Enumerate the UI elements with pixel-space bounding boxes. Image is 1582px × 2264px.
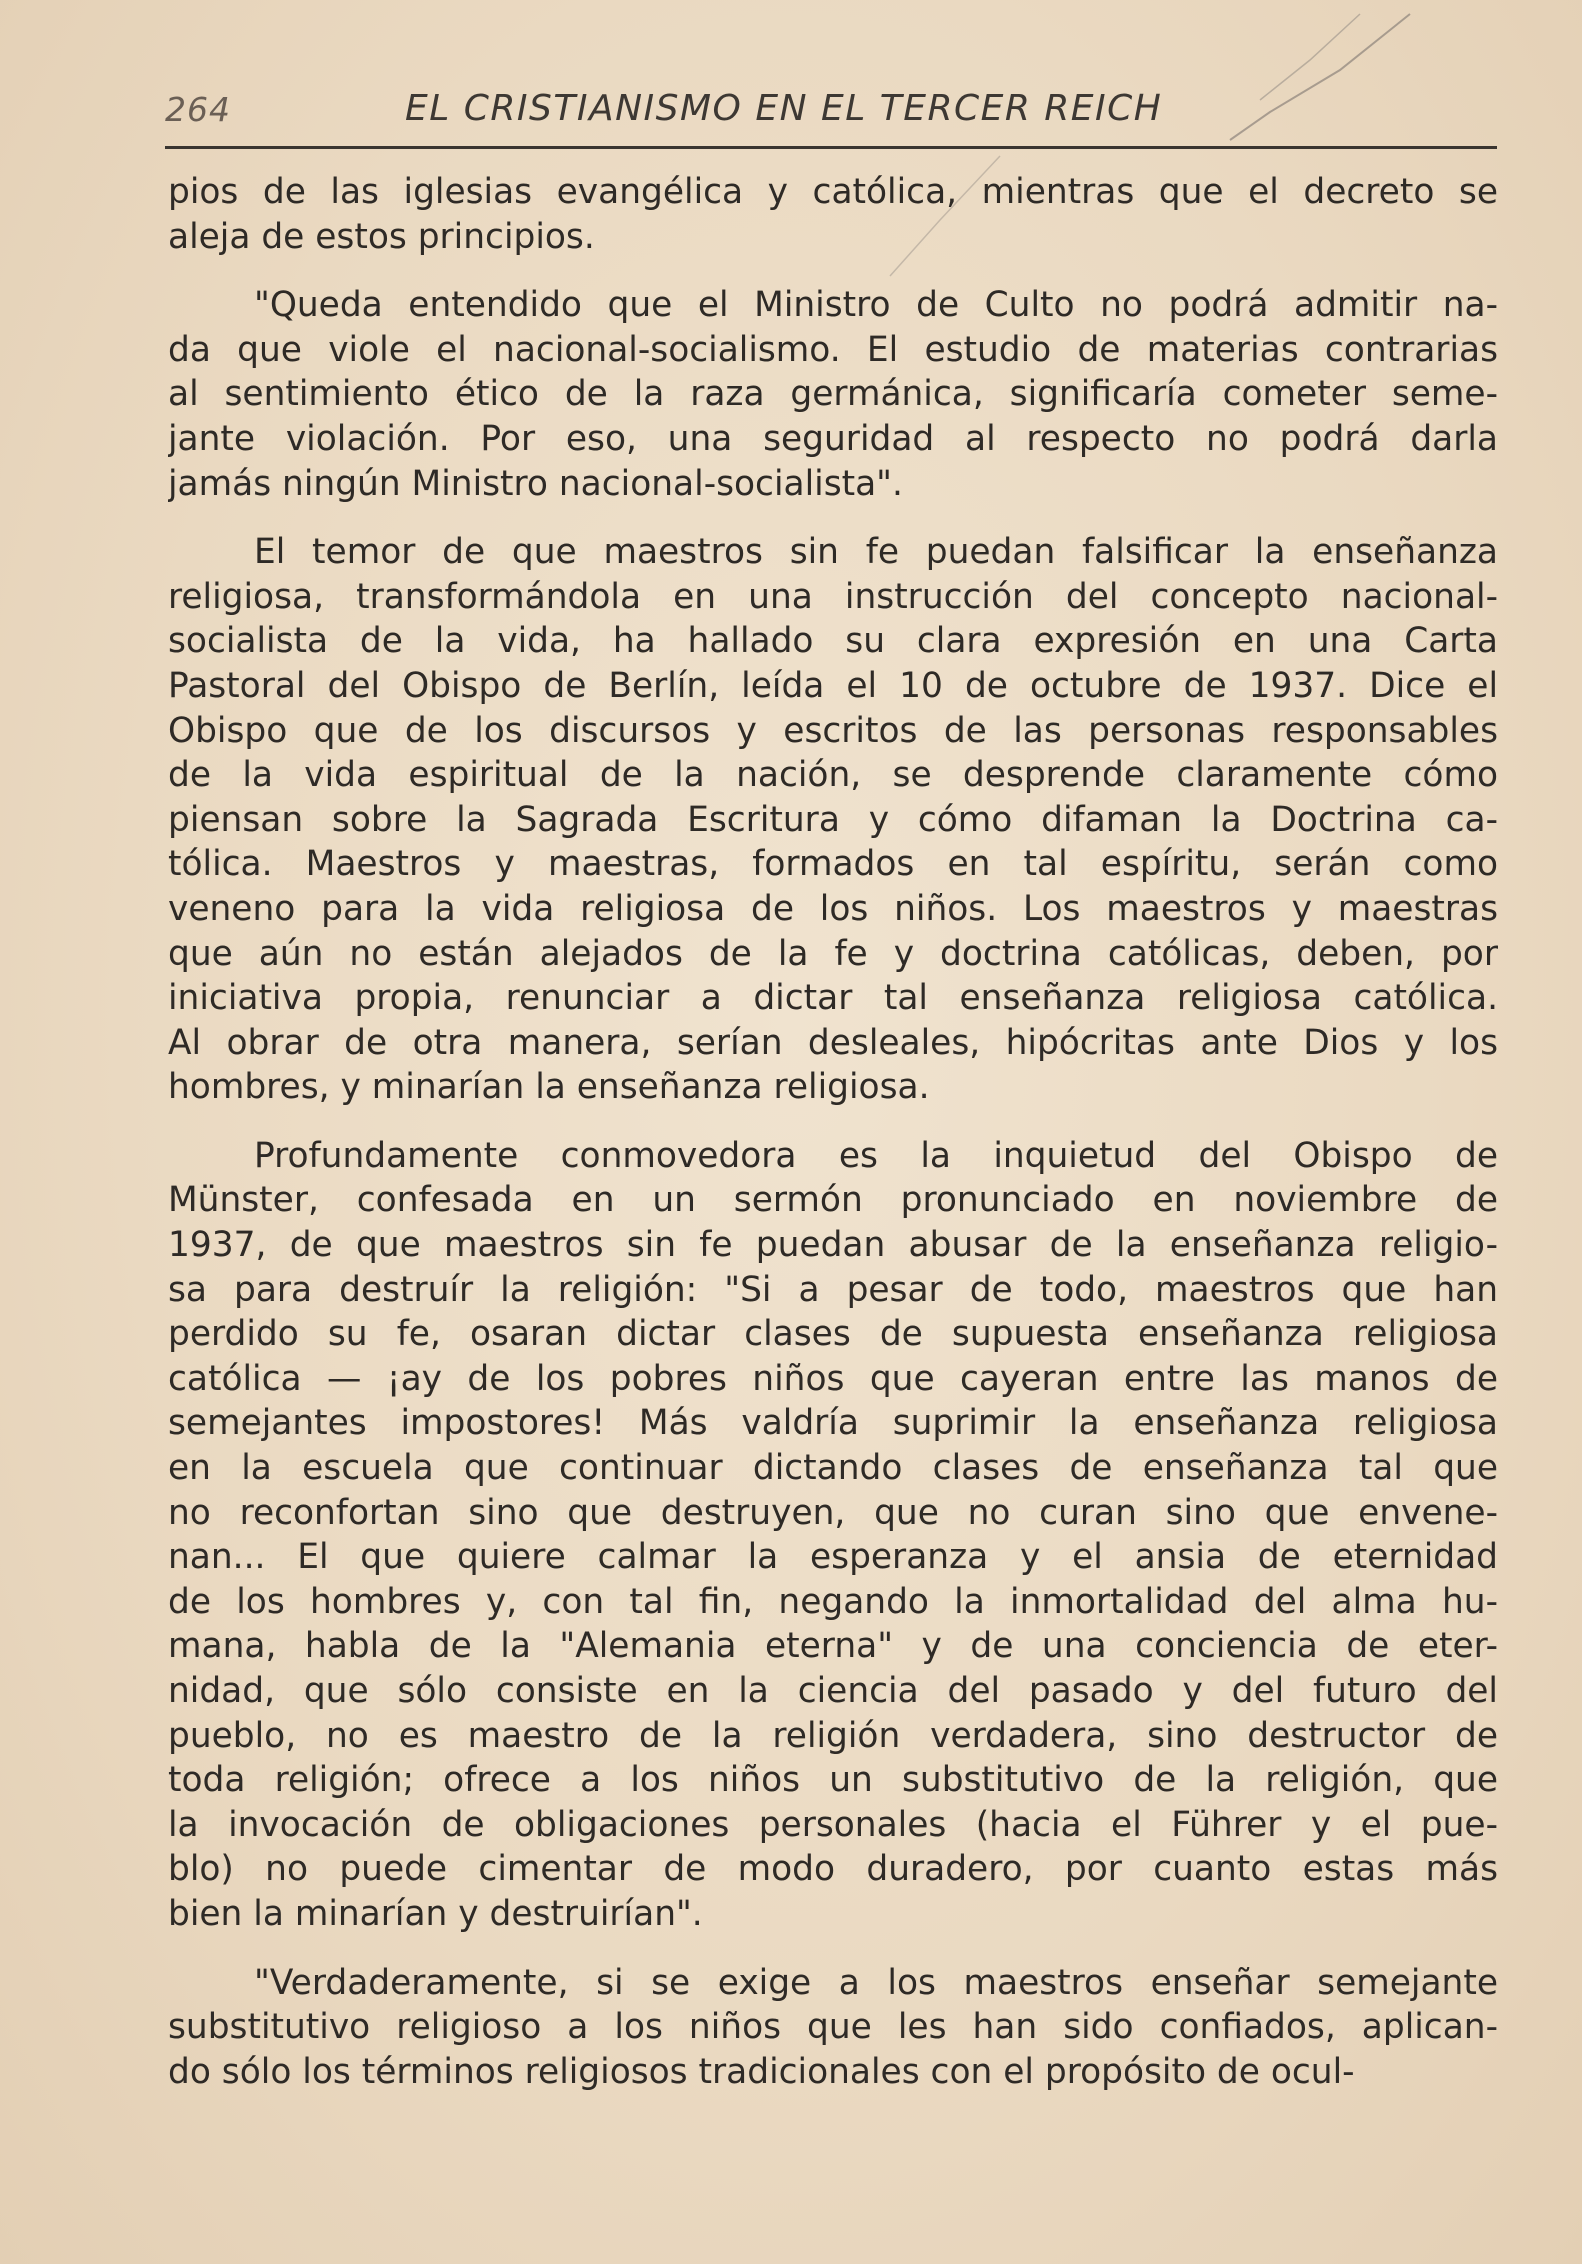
text-line: socialista de la vida, ha hallado su clara expresión en una Carta xyxy=(168,621,1498,662)
text-line: substitutivo religioso a los niños que les han sido confiados, aplican- xyxy=(168,2007,1498,2048)
text-line: católica — ¡ay de los pobres niños que cayeran entre las manos de xyxy=(168,1358,1498,1399)
text-line: pios de las iglesias evangélica y católica, mientras que el decreto se xyxy=(168,172,1498,212)
paragraph xyxy=(168,283,1498,506)
text-line: hombres, y minarían la enseñanza religiosa. xyxy=(168,1067,930,1108)
text-line: jante violación. Por eso, una seguridad al respecto no podrá darla xyxy=(168,418,1498,459)
text-line: iniciativa propia, renunciar a dictar tal enseñanza religiosa católica. xyxy=(168,978,1498,1019)
text-line: veneno para la vida religiosa de los niños. Los maestros y maestras xyxy=(168,888,1498,929)
text-line: en la escuela que continuar dictando clases de enseñanza tal que xyxy=(168,1448,1498,1489)
text-line: do sólo los términos religiosos tradicionales con el propósito de ocul- xyxy=(168,2051,1355,2092)
text-line: la invocación de obligaciones personales (hacia el Führer y el pue- xyxy=(168,1804,1498,1845)
page-header xyxy=(165,84,1495,134)
text-line: de los hombres y, con tal fin, negando la inmortalidad del alma hu- xyxy=(168,1581,1498,1622)
text-line: que aún no están alejados de la fe y doctrina católicas, deben, por xyxy=(168,933,1498,974)
paragraph xyxy=(168,170,1498,259)
text-line: pueblo, no es maestro de la religión verdadera, sino destructor de xyxy=(168,1715,1498,1756)
text-line: Profundamente conmovedora es la inquietud del Obispo de xyxy=(254,1135,1498,1176)
text-line: nan... El que quiere calmar la esperanza y el ansia de eternidad xyxy=(168,1537,1498,1578)
paragraph xyxy=(168,530,1498,1110)
running-title: EL CRISTIANISMO EN EL TERCER REICH xyxy=(405,88,1163,129)
text-line: perdido su fe, osaran dictar clases de supuesta enseñanza religiosa xyxy=(168,1314,1498,1355)
page-number: 264 xyxy=(165,90,231,129)
text-line: da que viole el nacional-socialismo. El estudio de materias contrarias xyxy=(168,329,1498,370)
text-line: "Verdaderamente, si se exige a los maestros enseñar semejante xyxy=(254,1962,1498,2003)
header-rule xyxy=(165,146,1497,149)
paragraph xyxy=(168,1961,1498,2095)
text-line: jamás ningún Ministro nacional-socialista". xyxy=(168,463,903,504)
text-line: sa para destruír la religión: "Si a pesar de todo, maestros que han xyxy=(168,1269,1498,1310)
text-line: blo) no puede cimentar de modo duradero, por cuanto estas más xyxy=(168,1849,1498,1890)
text-line: semejantes impostores! Más valdría suprimir la enseñanza religiosa xyxy=(168,1403,1498,1444)
text-line: Münster, confesada en un sermón pronunciado en noviembre de xyxy=(168,1180,1498,1221)
text-line: 1937, de que maestros sin fe puedan abusar de la enseñanza religio- xyxy=(168,1225,1498,1266)
text-line: bien la minarían y destruirían". xyxy=(168,1893,703,1934)
text-line: religiosa, transformándola en una instrucción del concepto nacional- xyxy=(168,576,1498,617)
text-line: Obispo que de los discursos y escritos de las personas responsables xyxy=(168,710,1498,751)
body-text xyxy=(168,170,1498,2118)
text-line: toda religión; ofrece a los niños un substitutivo de la religión, que xyxy=(168,1760,1498,1801)
text-line: de la vida espiritual de la nación, se desprende claramente cómo xyxy=(168,755,1498,796)
text-line: tólica. Maestros y maestras, formados en tal espíritu, serán como xyxy=(168,844,1498,885)
text-line: piensan sobre la Sagrada Escritura y cómo difaman la Doctrina ca- xyxy=(168,799,1498,840)
text-line: mana, habla de la "Alemania eterna" y de una conciencia de eter- xyxy=(168,1626,1498,1667)
text-line: nidad, que sólo consiste en la ciencia del pasado y del futuro del xyxy=(168,1671,1498,1711)
paragraph xyxy=(168,1134,1498,1937)
text-line: "Queda entendido que el Ministro de Culto no podrá admitir na- xyxy=(254,285,1498,326)
text-line: Pastoral del Obispo de Berlín, leída el 10 de octubre de 1937. Dice el xyxy=(168,665,1498,706)
text-line: aleja de estos principios. xyxy=(168,216,595,257)
text-line: El temor de que maestros sin fe puedan falsificar la enseñanza xyxy=(254,532,1498,573)
text-line: no reconfortan sino que destruyen, que no curan sino que envene- xyxy=(168,1492,1498,1533)
text-line: Al obrar de otra manera, serían desleales, hipócritas ante Dios y los xyxy=(168,1022,1498,1063)
text-line: al sentimiento ético de la raza germánica, significaría cometer seme- xyxy=(168,374,1498,415)
